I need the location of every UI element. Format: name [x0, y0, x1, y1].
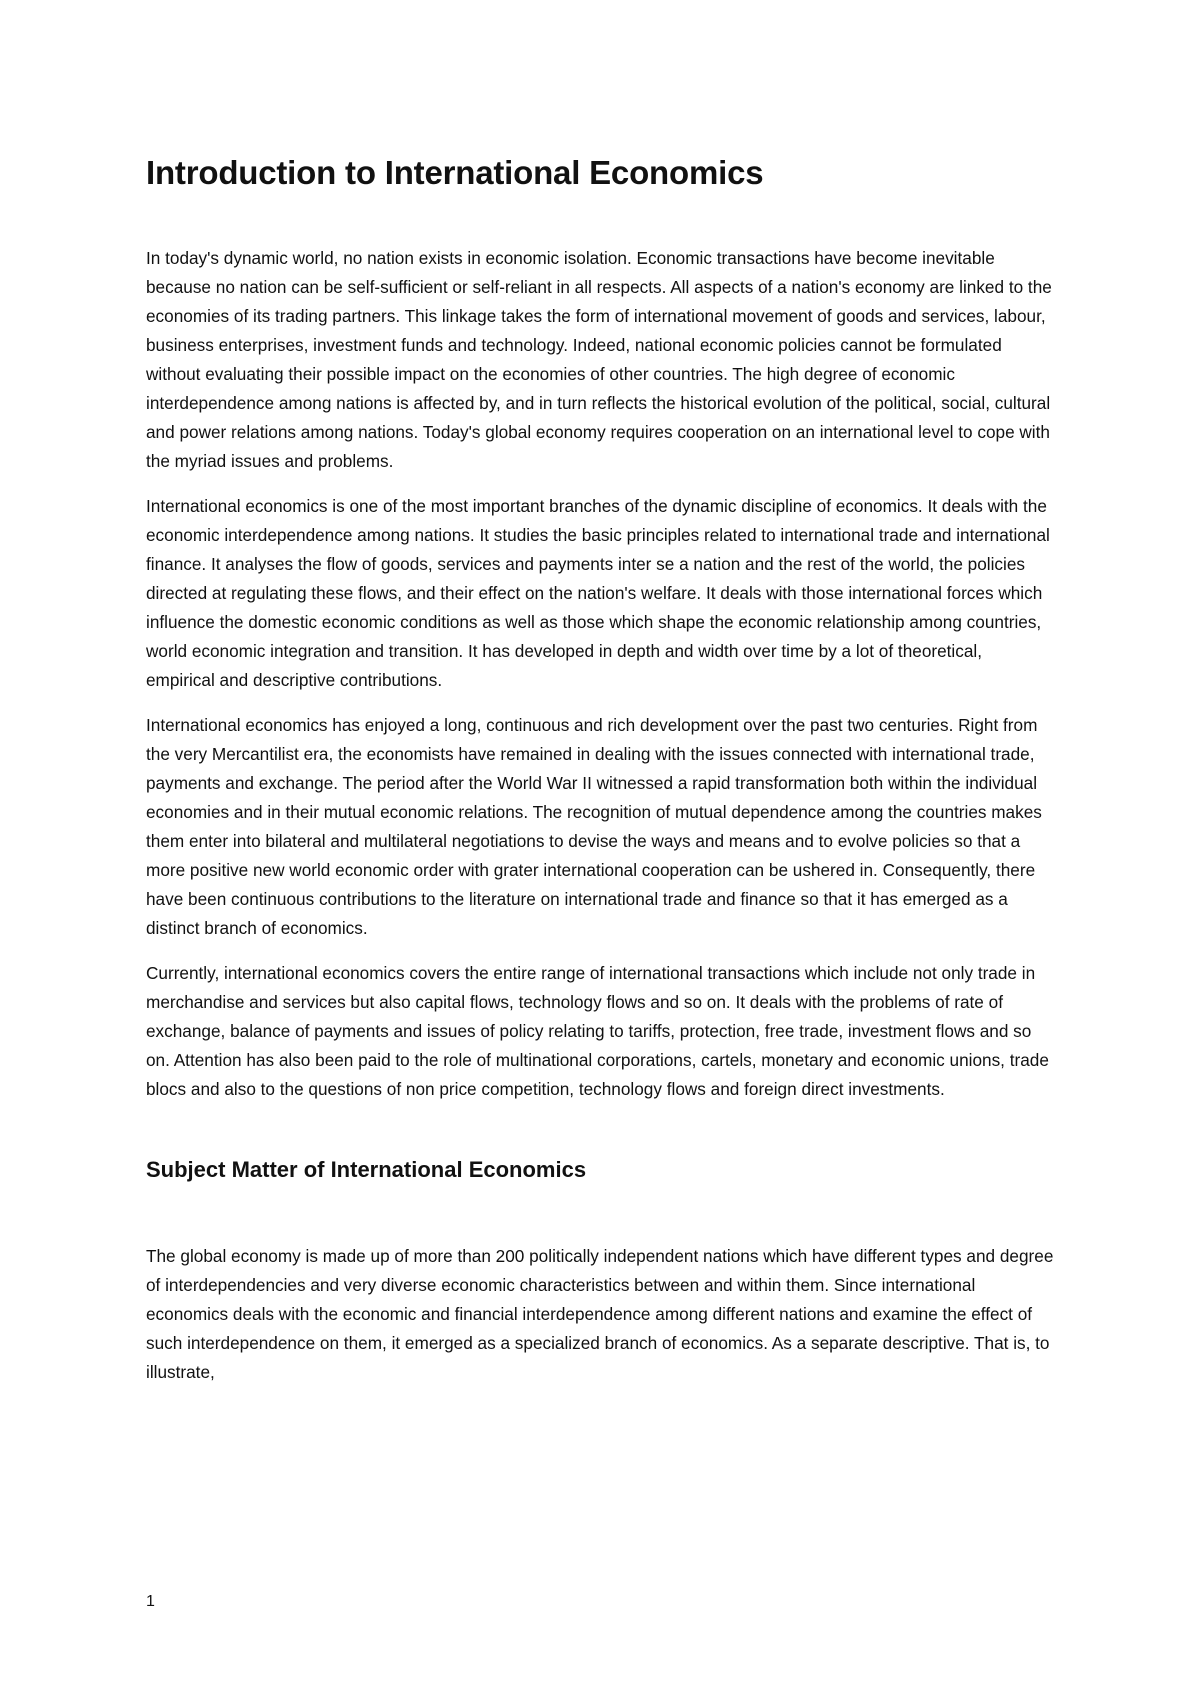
- paragraph: International economics has enjoyed a long, continuous and rich development over the past two centuries. Right from the very Mercantilist era, the economists have remained in dealing with the issues connected with international trade, payments and exchange. The period after the World War II witnessed a rapid transformation both within the individual economies and in their mutual economic relations. The recognition of mutual dependence among the countries makes them enter into bilateral and multilateral negotiations to devise the ways and means and to evolve policies so that a more positive new world economic order with grater international cooperation can be ushered in. Consequently, there have been continuous contributions to the literature on international trade and finance so that it has emerged as a distinct branch of economics.: [146, 715, 1042, 938]
- page-number: 1: [146, 1593, 155, 1610]
- paragraph: The global economy is made up of more than 200 politically independent nations which have different types and degree of interdependencies and very diverse economic characteristics between and within them. Since international economics deals with the economic and financial interdependence among different nations and examine the effect of such interdependence on them, it emerged as a specialized branch of economics. As a separate descriptive. That is, to illustrate,: [146, 1246, 1054, 1382]
- intro-body: [146, 244, 1054, 1104]
- section-body: [146, 1242, 1054, 1387]
- section-heading: Subject Matter of International Economics: [146, 1157, 587, 1182]
- document-title: Introduction to International Economics: [146, 154, 764, 191]
- paragraph: Currently, international economics covers the entire range of international transactions which include not only trade in merchandise and services but also capital flows, technology flows and so on. It deals with the problems of rate of exchange, balance of payments and issues of policy relating to tariffs, protection, free trade, investment flows and so on. Attention has also been paid to the role of multinational corporations, cartels, monetary and economic unions, trade blocs and also to the questions of non price competition, technology flows and foreign direct investments.: [146, 963, 1049, 1099]
- paragraph: In today's dynamic world, no nation exists in economic isolation. Economic transactions have become inevitable because no nation can be self-sufficient or self-reliant in all respects. All aspects of a nation's economy are linked to the economies of its trading partners. This linkage takes the form of international movement of goods and services, labour, business enterprises, investment funds and technology. Indeed, national economic policies cannot be formulated without evaluating their possible impact on the economies of other countries. The high degree of economic interdependence among nations is affected by, and in turn reflects the historical evolution of the political, social, cultural and power relations among nations. Today's global economy requires cooperation on an international level to cope with the myriad issues and problems.: [146, 248, 1052, 471]
- paragraph: International economics is one of the most important branches of the dynamic discipline of economics. It deals with the economic interdependence among nations. It studies the basic principles related to international trade and international finance. It analyses the flow of goods, services and payments inter se a nation and the rest of the world, the policies directed at regulating these flows, and their effect on the nation's welfare. It deals with those international forces which influence the domestic economic conditions as well as those which shape the economic relationship among countries, world economic integration and transition. It has developed in depth and width over time by a lot of theoretical, empirical and descriptive contributions.: [146, 496, 1050, 690]
- page-content: [146, 152, 1054, 1403]
